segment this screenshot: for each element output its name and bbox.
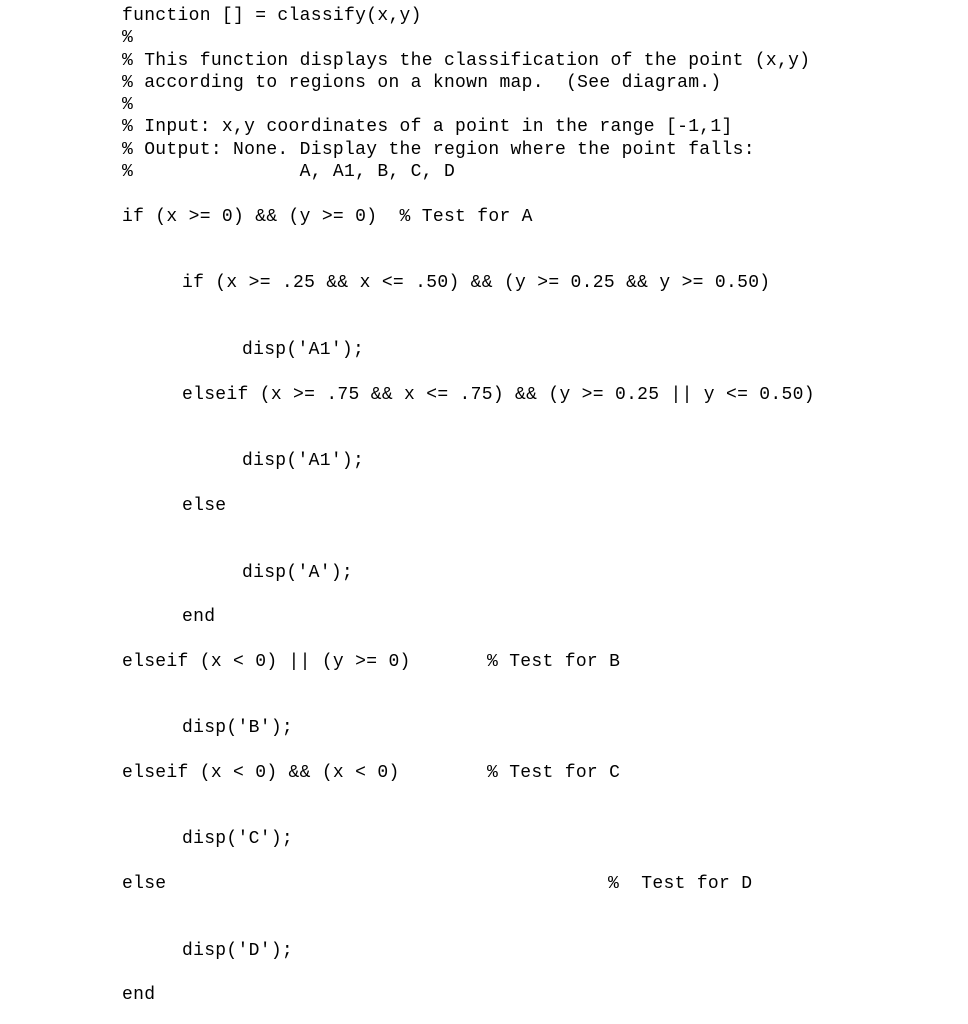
- code-line-disp-a: disp('A');: [242, 563, 354, 583]
- code-comment-test-d: % Test for D: [608, 874, 753, 894]
- code-comment-test-b: % Test for B: [487, 652, 621, 672]
- code-line-comment: %: [122, 28, 134, 48]
- code-line-disp-b: disp('B');: [182, 718, 294, 738]
- code-line-comment: % A, A1, B, C, D: [122, 162, 456, 182]
- code-line-end-final: end: [122, 985, 156, 1005]
- code-line-if-a1: if (x >= .25 && x <= .50) && (y >= 0.25 && y >= 0.50): [182, 273, 771, 293]
- code-line-comment: % This function displays the classification of the point (x,y): [122, 51, 811, 71]
- code-line-end: end: [182, 607, 216, 627]
- code-line-disp-a1: disp('A1');: [242, 340, 365, 360]
- code-line-disp-d: disp('D');: [182, 941, 294, 961]
- code-line-disp-a1: disp('A1');: [242, 451, 365, 471]
- code-comment-test-c: % Test for C: [487, 763, 621, 783]
- code-line-comment: % according to regions on a known map. (See diagram.): [122, 73, 722, 93]
- code-line-else: else: [182, 496, 227, 516]
- code-line-comment: % Output: None. Display the region where the point falls:: [122, 140, 755, 160]
- code-line-elseif-b: elseif (x < 0) || (y >= 0): [122, 652, 411, 672]
- code-line-if-test-a: if (x >= 0) && (y >= 0) % Test for A: [122, 207, 533, 227]
- code-line-function-signature: function [] = classify(x,y): [122, 6, 422, 26]
- code-line-elseif-a1: elseif (x >= .75 && x <= .75) && (y >= 0.25 || y <= 0.50): [182, 385, 815, 405]
- code-line-comment: %: [122, 95, 134, 115]
- code-line-elseif-c: elseif (x < 0) && (x < 0): [122, 763, 400, 783]
- code-line-comment: % Input: x,y coordinates of a point in the range [-1,1]: [122, 117, 733, 137]
- code-line-else-d: else: [122, 874, 167, 894]
- code-line-disp-c: disp('C');: [182, 829, 294, 849]
